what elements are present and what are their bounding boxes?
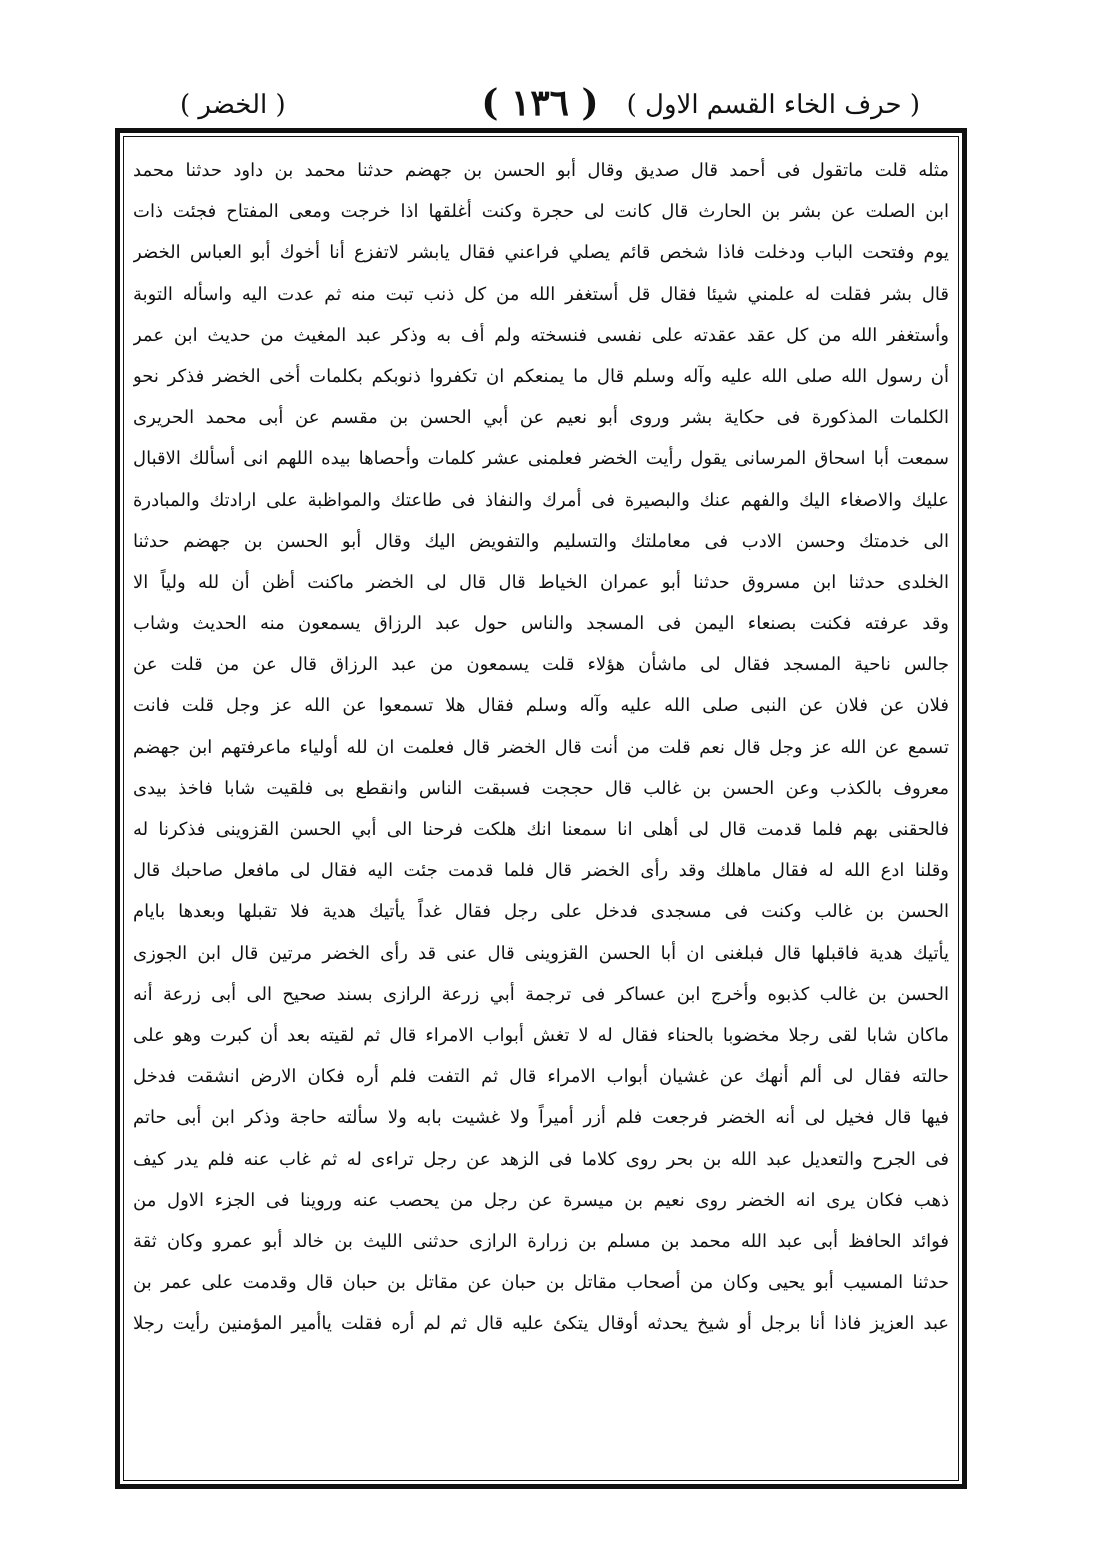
text-line: مثله قلت ماتقول فى أحمد قال صديق وقال أبو الحسن بن جهضم حدثنا محمد بن داود حدثنا محمد xyxy=(133,160,949,181)
header-chapter-title: ( حرف الخاء القسم الاول ) xyxy=(626,90,920,120)
text-line: فلان عن فلان عن النبى صلى الله عليه وآله وسلم فقال هلا تسمعوا عن الله عز وجل قلت فانت xyxy=(133,695,949,717)
text-line: وقلنا ادع الله له فقال ماهلك وقد رأى الخضر قال فلما قدمت جئت اليه فقال لى مافعل صاحبك قال xyxy=(133,860,949,882)
text-line: تسمع عن الله عز وجل قال نعم قلت من أنت قال الخضر قال فعلمت ان لله أولياء ماعرفتهم ابن جهضم xyxy=(133,736,949,758)
text-line: حالته فقال لى ألم أنهك عن غشيان أبواب الامراء قال ثم التفت فلم أره فكان الارض انشقت فدخل xyxy=(133,1066,949,1088)
text-line: يوم وفتحت الباب ودخلت فاذا شخص قائم يصلي فراعني فقال يابشر لاتفزع أنا أخوك أبو العباس الخضر xyxy=(133,242,949,264)
header-topic: ( الخضر ) xyxy=(180,90,286,120)
text-line: أن رسول الله صلى الله عليه وآله وسلم قال ما يمنعكم ان تكفروا ذنوبكم بكلمات أخى الخضر فذكر نحو xyxy=(133,365,949,387)
text-line: حدثنا المسيب أبو يحيى وكان من أصحاب مقاتل بن حبان عن مقاتل بن حبان قال وقدمت على عمر بن xyxy=(133,1272,949,1294)
text-line: يأتيك هدية فاقبلها قال فبلغنى ان أبا الحسن القزوينى قال عنى قد رأى الخضر مرتين قال ابن الجوزى xyxy=(133,942,949,964)
page-header xyxy=(160,82,920,132)
text-line: عليك والاصغاء اليك والفهم عنك والبصيرة فى أمرك والنفاذ فى طاعتك والمواظبة على ارادتك والمبادرة xyxy=(133,489,949,511)
text-line: سمعت أبا اسحاق المرسانى يقول رأيت الخضر فعلمنى عشر كلمات وأحصاها بيده اللهم انى أسألك الاقبال xyxy=(133,448,949,470)
text-line: الكلمات المذكورة فى حكاية بشر وروى أبو نعيم عن أبي الحسن بن مقسم عن أبى محمد الحريرى xyxy=(133,407,949,429)
text-line: وقد عرفته فكنت بصنعاء اليمن فى المسجد والناس حول عبد الرزاق يسمعون منه الحديث وشاب xyxy=(133,613,949,635)
text-line: ماكان شابا لقى رجلا مخضوبا بالحناء فقال له لا تغش أبواب الامراء قال ثم لقيته بعد أن كبرت وهو على xyxy=(133,1024,949,1046)
text-line: الحسن بن غالب وكنت فى مسجدى فدخل على رجل فقال غداً يأتيك هدية فلا تقبلها وبعدها بايام xyxy=(133,901,949,923)
body-text xyxy=(133,150,949,1470)
text-line: ذهب فكان يرى انه الخضر روى نعيم بن ميسرة عن رجل من يحصب عنه وروينا فى الجزء الاول من xyxy=(133,1189,949,1211)
text-line: فوائد الحافظ أبى عبد الله محمد بن مسلم بن زرارة الرازى حدثنى الليث بن خالد أبو عمرو وكان ثقة xyxy=(133,1230,949,1252)
text-line: ابن الصلت عن بشر بن الحارث قال كانت لى حجرة وكنت أغلقها اذا خرجت ومعى المفتاح فجئت ذات xyxy=(133,201,949,223)
text-line: وأستغفر الله من كل عقد عقدته على نفسى فنسخته ولم أف به وذكر عبد المغيث من حديث ابن عمر xyxy=(133,324,949,346)
text-line: الى خدمتك وحسن الادب فى معاملتك والتسليم والتفويض اليك وقال أبو الحسن بن جهضم حدثنا xyxy=(133,530,949,552)
text-line: جالس ناحية المسجد فقال لى ماشأن هؤلاء قلت يسمعون من عبد الرزاق قال عن من قلت عن xyxy=(133,654,949,676)
text-line: قال بشر فقلت له علمني شيئا فقال قل أستغفر الله من كل ذنب تبت منه ثم عدت اليه واسأله التوبة xyxy=(133,283,949,305)
text-line: فى الجرح والتعديل عبد الله بن بحر روى كلاما فى الزهد عن رجل تراءى له ثم غاب عنه فلم يدر كيف xyxy=(133,1148,949,1170)
text-line: الحسن بن غالب كذبوه وأخرج ابن عساكر فى ترجمة أبي زرعة الرازى بسند صحيح الى أبى زرعة أنه xyxy=(133,983,949,1005)
text-line: الخلدى حدثنا ابن مسروق حدثنا أبو عمران الخياط قال قال لى الخضر ماكنت أظن أن لله ولياً الا xyxy=(133,571,949,593)
text-line: فالحقنى بهم فلما قدمت قال لى أهلى انا سمعنا انك هلكت فرحنا الى أبي الحسن القزوينى فذكرنا له xyxy=(133,819,949,840)
page-number: ( ١٣٦ ) xyxy=(481,82,599,124)
text-line: معروف بالكذب وعن الحسن بن غالب قال حججت فسبقت الناس وانقطع بى فلقيت شابا فاخذ بيدى xyxy=(133,777,949,799)
text-line: فيها قال فخيل لى أنه الخضر فرجعت فلم أزر أميراً ولا غشيت بابه ولا سألته حاجة وذكر ابن أبى حاتم xyxy=(133,1107,949,1129)
text-line: عبد العزيز فاذا أنا برجل أو شيخ يحدثه أوقال يتكئ عليه قال ثم لم أره فقلت ياأمير المؤمنين رأيت رجلا xyxy=(133,1313,949,1335)
